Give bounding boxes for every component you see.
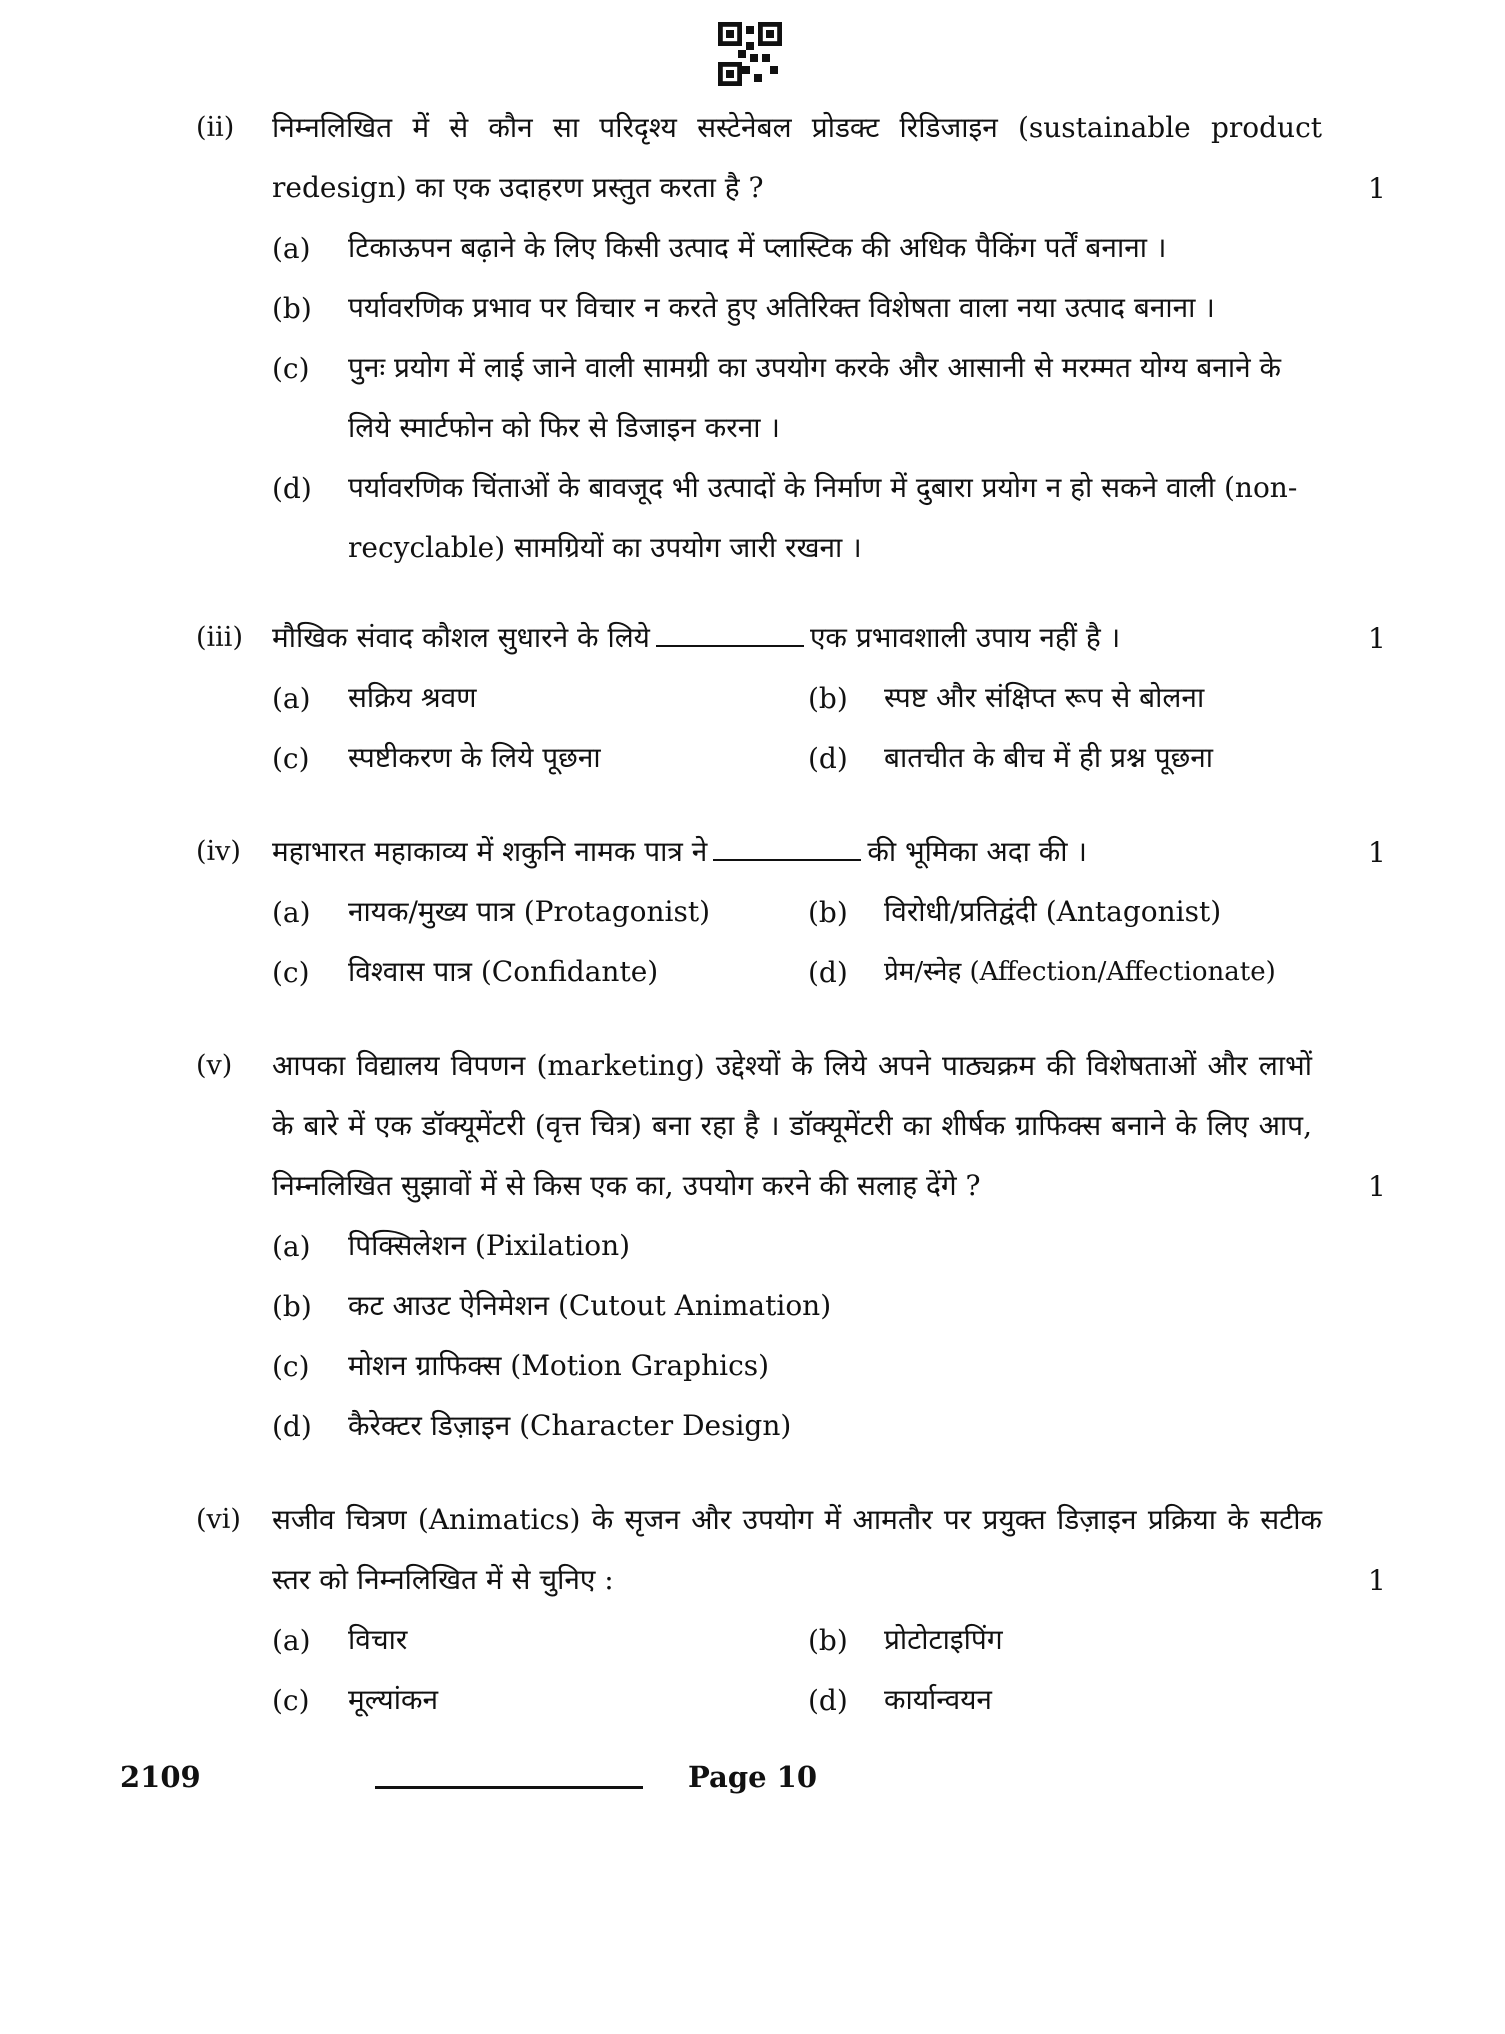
question-text: महाभारत महाकाव्य में शकुनि नामक पात्र ने की भूमिका अदा की ।: [272, 835, 1088, 868]
option-label: (d): [808, 1684, 848, 1717]
option-label: (c): [272, 1684, 310, 1717]
option-text: बातचीत के बीच में ही प्रश्न पूछना: [884, 741, 1214, 774]
option-text: विश्वास पात्र (Confidante): [348, 955, 659, 988]
option-text: प्रोटोटाइपिंग: [884, 1623, 1003, 1656]
question-text: मौखिक संवाद कौशल सुधारने के लिये एक प्रभावशाली उपाय नहीं है ।: [272, 621, 1121, 654]
question-number: (ii): [196, 112, 235, 143]
option-text: पर्यावरणिक चिंताओं के बावजूद भी उत्पादों के निर्माण में दुबारा प्रयोग न हो सकने वाली (non-recyclable) सामग्रियों का उपयोग जारी रखना ।: [348, 471, 1298, 564]
option-label: (b): [272, 1290, 312, 1323]
option-text: विरोधी/प्रतिद्वंदी (Antagonist): [884, 895, 1222, 928]
option-label: (c): [272, 352, 310, 385]
question-number: (iv): [196, 836, 241, 867]
option-text: स्पष्ट और संक्षिप्त रूप से बोलना: [884, 681, 1205, 714]
page-number: Page 10: [688, 1760, 817, 1794]
option-text: नायक/मुख्य पात्र (Protagonist): [348, 895, 711, 928]
option-label: (a): [272, 896, 311, 929]
option-text: स्पष्टीकरण के लिये पूछना: [348, 741, 601, 774]
question-number: (iii): [196, 622, 243, 653]
option-label: (b): [808, 1624, 848, 1657]
question-marks: 1: [1368, 172, 1386, 205]
option-label: (d): [272, 1410, 312, 1443]
answer-blank: [713, 858, 861, 861]
option-label: (a): [272, 682, 311, 715]
answer-blank: [656, 644, 804, 647]
option-text: प्रेम/स्नेह (Affection/Affectionate): [884, 957, 1276, 987]
question-text: आपका विद्यालय विपणन (marketing) उद्देश्यों के लिये अपने पाठ्यक्रम की विशेषताओं और लाभों के बारे में एक डॉक्यूमेंटरी (वृत्त चित्र) बना रहा है । डॉक्यूमेंटरी का शीर्षक ग्राफिक्स बनाने के लिए आप, निम्नलिखित सुझावों में से किस एक का, उपयोग करने की सलाह देंगे ?: [272, 1049, 1312, 1202]
question-marks: 1: [1368, 1564, 1386, 1597]
option-label: (d): [808, 956, 848, 989]
option-text: कार्यान्वयन: [884, 1683, 992, 1716]
option-text: मूल्यांकन: [348, 1683, 439, 1716]
option-label: (d): [272, 472, 312, 505]
qr-code: [718, 22, 782, 86]
question-number: (vi): [196, 1504, 241, 1535]
paper-code: 2109: [120, 1760, 201, 1794]
option-label: (c): [272, 1350, 310, 1383]
question-text: निम्नलिखित में से कौन सा परिदृश्य सस्टेनेबल प्रोडक्ट रिडिजाइन (sustainable product redesign) का एक उदाहरण प्रस्तुत करता है ?: [272, 111, 1322, 204]
option-text: पुनः प्रयोग में लाई जाने वाली सामग्री का उपयोग करके और आसानी से मरम्मत योग्य बनाने के लिये स्मार्टफोन को फिर से डिजाइन करना ।: [348, 351, 1282, 444]
question-text: सजीव चित्रण (Animatics) के सृजन और उपयोग में आमतौर पर प्रयुक्त डिज़ाइन प्रक्रिया के सटीक स्तर को निम्नलिखित में से चुनिए :: [272, 1503, 1322, 1596]
option-label: (b): [272, 292, 312, 325]
option-text: विचार: [348, 1623, 408, 1656]
option-label: (a): [272, 1230, 311, 1263]
option-text: पिक्सिलेशन (Pixilation): [348, 1229, 631, 1262]
option-text: टिकाऊपन बढ़ाने के लिए किसी उत्पाद में प्लास्टिक की अधिक पैकिंग पर्तें बनाना ।: [348, 231, 1167, 264]
option-text: मोशन ग्राफिक्स (Motion Graphics): [348, 1349, 770, 1382]
option-label: (c): [272, 742, 310, 775]
option-text: सक्रिय श्रवण: [348, 681, 477, 714]
option-text: पर्यावरणिक प्रभाव पर विचार न करते हुए अतिरिक्त विशेषता वाला नया उत्पाद बनाना ।: [348, 291, 1215, 324]
footer-divider: [375, 1786, 643, 1789]
option-text: कट आउट ऐनिमेशन (Cutout Animation): [348, 1289, 832, 1322]
option-text: कैरेक्टर डिज़ाइन (Character Design): [348, 1409, 792, 1442]
option-label: (a): [272, 1624, 311, 1657]
question-marks: 1: [1368, 1170, 1386, 1203]
question-marks: 1: [1368, 836, 1386, 869]
question-number: (v): [196, 1050, 233, 1081]
option-label: (c): [272, 956, 310, 989]
option-label: (d): [808, 742, 848, 775]
option-label: (b): [808, 682, 848, 715]
option-label: (a): [272, 232, 311, 265]
option-label: (b): [808, 896, 848, 929]
question-marks: 1: [1368, 622, 1386, 655]
